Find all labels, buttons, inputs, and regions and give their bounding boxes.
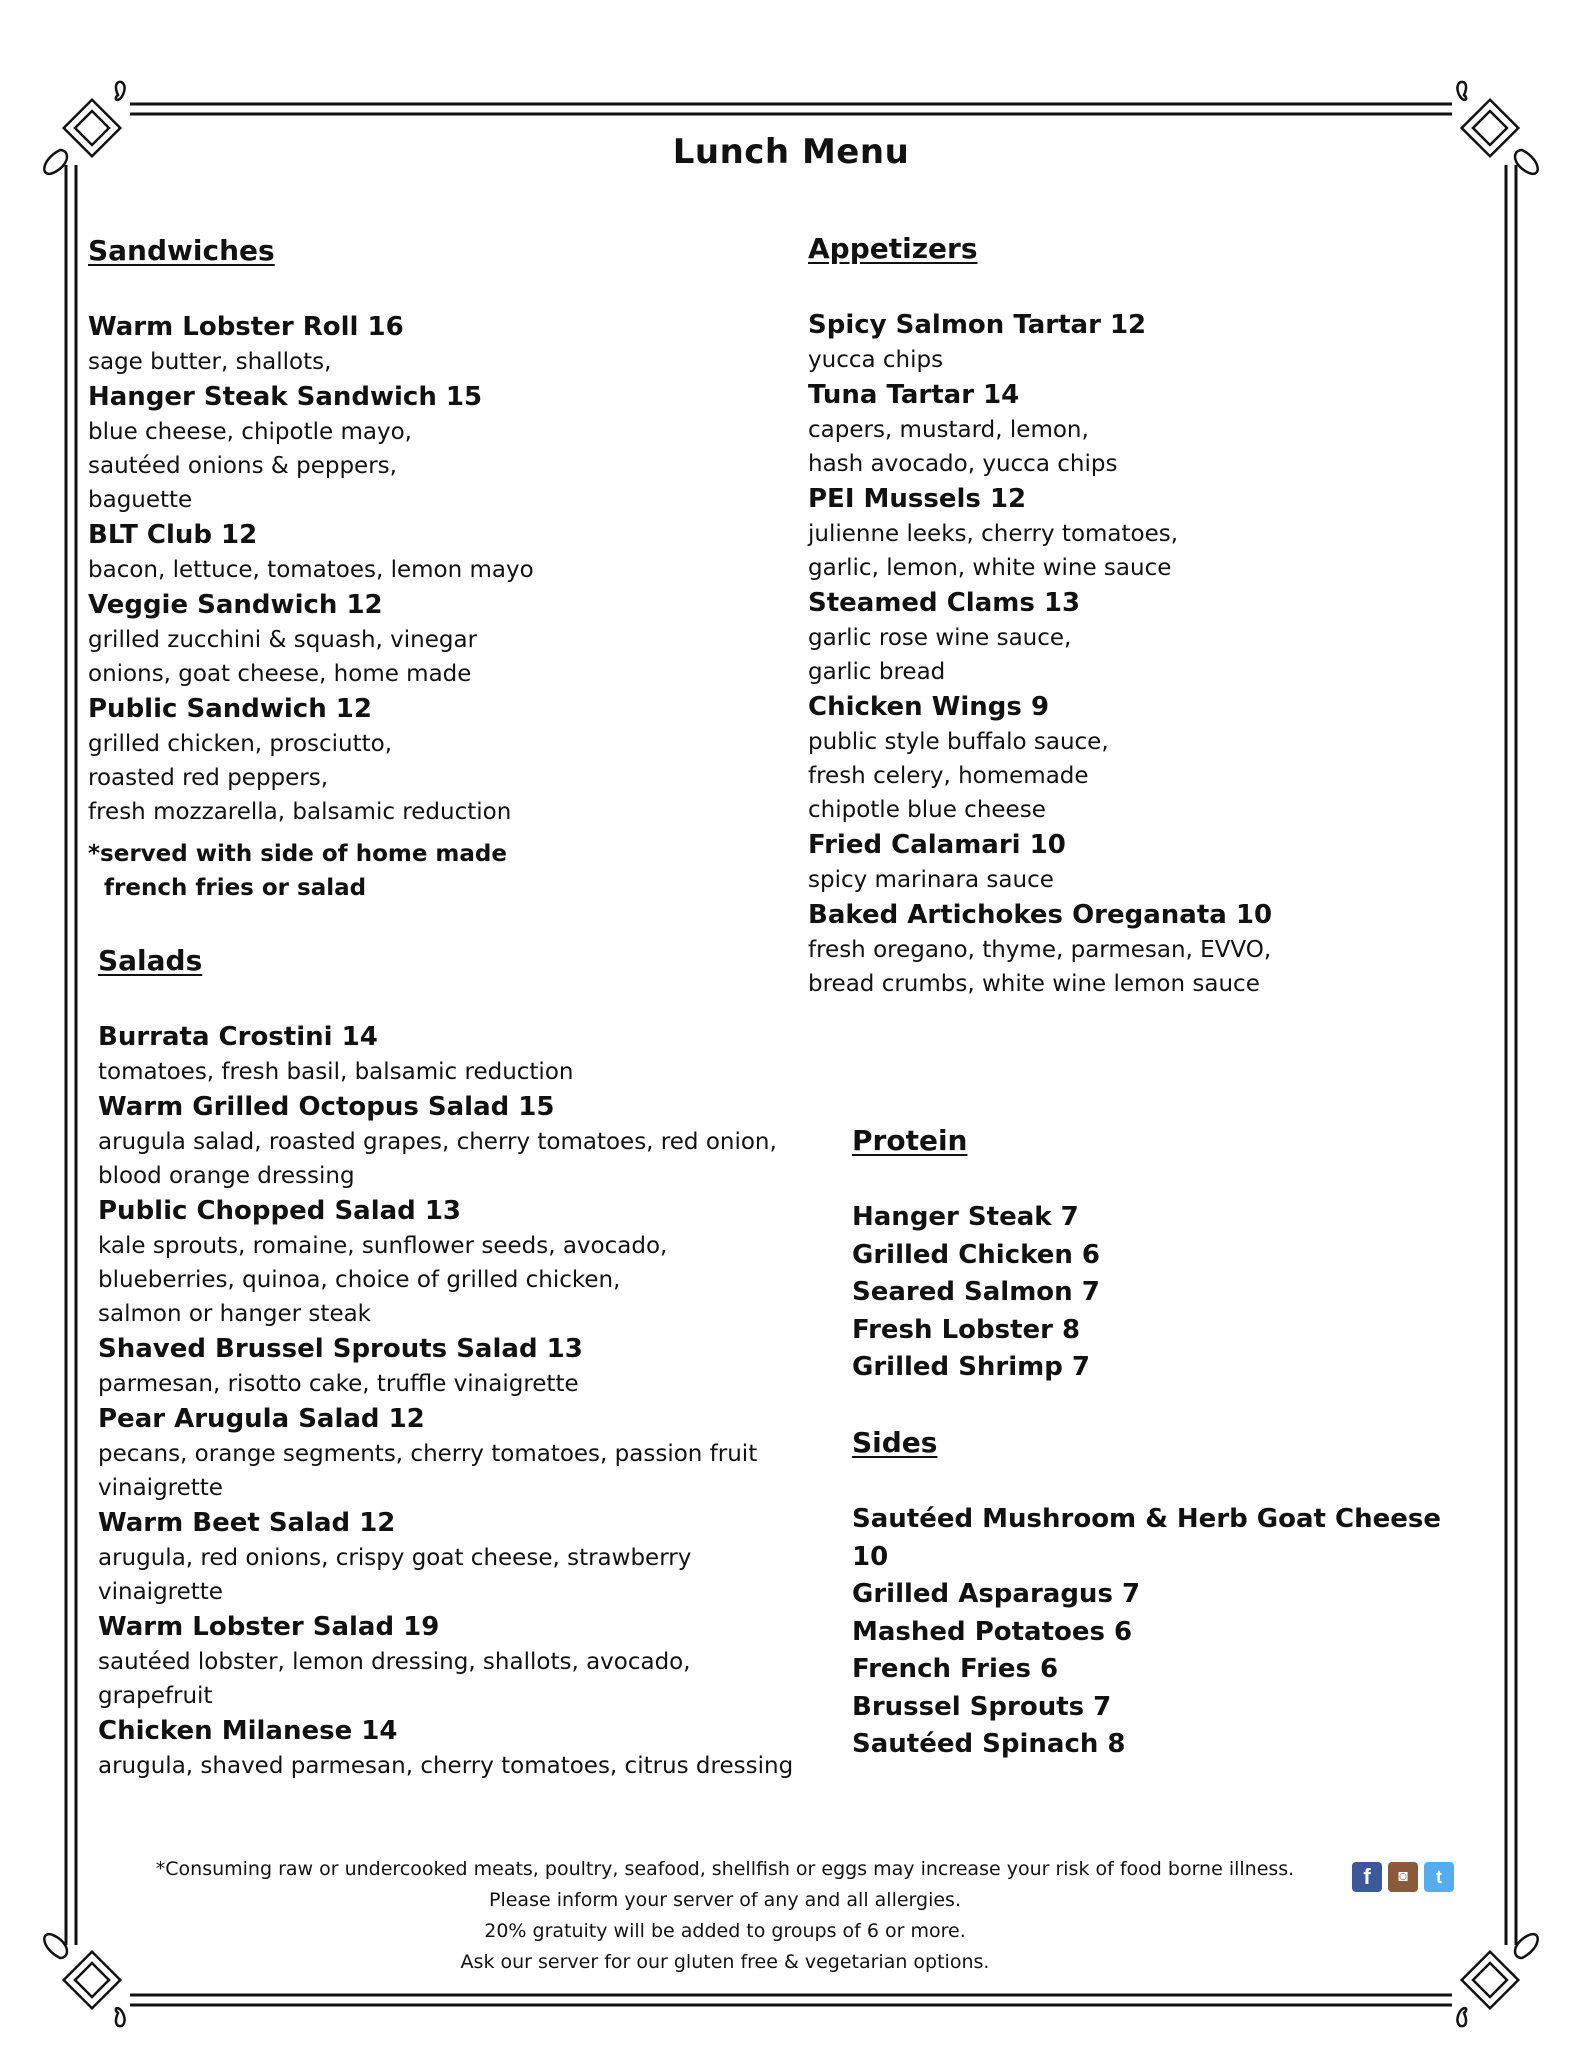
menu-item-description: julienne leeks, cherry tomatoes,: [808, 521, 1179, 547]
menu-item-name: Warm Lobster Roll 16: [88, 312, 404, 342]
menu-item: Hanger Steak 7: [852, 1202, 1079, 1232]
menu-item-description: fresh oregano, thyme, parmesan, EVVO,: [808, 937, 1272, 963]
menu-item-description: onions, goat cheese, home made: [88, 661, 472, 687]
menu-item-description: hash avocado, yucca chips: [808, 451, 1118, 477]
sandwiches-section: [88, 234, 788, 905]
menu-item: Fresh Lobster 8: [852, 1314, 1081, 1345]
appetizers-section: [808, 232, 1508, 1001]
menu-item-description: blood orange dressing: [98, 1163, 355, 1189]
social-icons: [1352, 1862, 1454, 1892]
menu-item-name: Pear Arugula Salad 12: [98, 1404, 425, 1434]
menu-item-name: PEI Mussels 12: [808, 484, 1027, 514]
menu-item: [88, 309, 788, 379]
sandwiches-heading: Sandwiches: [88, 234, 275, 267]
menu-item-description: sautéed onions & peppers,: [88, 453, 397, 479]
sandwiches-list: [88, 309, 788, 829]
menu-item-description: spicy marinara sauce: [808, 867, 1054, 893]
menu-item: [98, 1019, 818, 1089]
menu-item: [808, 689, 1508, 827]
menu-item: [808, 827, 1508, 897]
menu-item-name: Warm Beet Salad 12: [98, 1508, 396, 1538]
menu-item-name: Chicken Wings 9: [808, 692, 1050, 722]
menu-item-description: garlic bread: [808, 659, 946, 685]
menu-item: Mashed Potatoes 6: [852, 1616, 1133, 1647]
menu-item-description: pecans, orange segments, cherry tomatoes, passion fruit: [98, 1441, 758, 1467]
menu-item-description: arugula salad, roasted grapes, cherry tomatoes, red onion,: [98, 1129, 777, 1155]
menu-item-description: capers, mustard, lemon,: [808, 417, 1089, 443]
menu-item-description: kale sprouts, romaine, sunflower seeds, avocado,: [98, 1233, 668, 1259]
menu-item: [88, 691, 788, 829]
protein-section: [852, 1124, 1452, 1387]
menu-item: [98, 1505, 818, 1609]
menu-item: [808, 481, 1508, 585]
menu-item-name: Spicy Salmon Tartar 12: [808, 310, 1147, 340]
menu-item-name: Shaved Brussel Sprouts Salad 13: [98, 1334, 583, 1364]
menu-item-name: Steamed Clams 13: [808, 588, 1081, 618]
protein-heading: Protein: [852, 1124, 968, 1157]
menu-item: Grilled Asparagus 7: [852, 1579, 1141, 1609]
facebook-icon[interactable]: f: [1352, 1862, 1382, 1892]
menu-item: [98, 1609, 818, 1713]
corner-ornament-bottom-right: [1457, 1934, 1537, 2026]
menu-item-description: sage butter, shallots,: [88, 349, 332, 375]
menu-item: [808, 585, 1508, 689]
menu-item: [98, 1193, 818, 1331]
menu-item-name: BLT Club 12: [88, 520, 258, 550]
menu-item-name: Fried Calamari 10: [808, 830, 1066, 860]
menu-item: [98, 1089, 818, 1193]
menu-item: [88, 379, 788, 517]
menu-item-description: blue cheese, chipotle mayo,: [88, 419, 412, 445]
menu-item-description: yucca chips: [808, 347, 944, 373]
menu-item: [808, 307, 1508, 377]
sandwiches-note: [88, 837, 788, 905]
menu-item: [98, 1331, 818, 1401]
menu-item-description: arugula, red onions, crispy goat cheese, strawberry: [98, 1545, 692, 1571]
menu-item-description: bread crumbs, white wine lemon sauce: [808, 971, 1260, 997]
menu-item: Sautéed Mushroom & Herb Goat Cheese 10: [852, 1504, 1441, 1572]
menu-item-name: Chicken Milanese 14: [98, 1716, 398, 1746]
menu-item-description: blueberries, quinoa, choice of grilled chicken,: [98, 1267, 621, 1293]
menu-item: Grilled Shrimp 7: [852, 1352, 1091, 1382]
footer-line: 20% gratuity will be added to groups of 6 or more.: [484, 1920, 966, 1942]
salads-list: [98, 1019, 818, 1783]
sides-section: [852, 1426, 1472, 1764]
footer-notes: [100, 1854, 1350, 1978]
menu-item: [808, 897, 1508, 1001]
menu-item: [88, 587, 788, 691]
salads-section: [98, 944, 818, 1783]
menu-item-name: Public Chopped Salad 13: [98, 1196, 462, 1226]
menu-item-name: Public Sandwich 12: [88, 694, 372, 724]
menu-item-description: grapefruit: [98, 1683, 213, 1709]
menu-item-description: arugula, shaved parmesan, cherry tomatoes, citrus dressing: [98, 1753, 794, 1779]
footer-line: Please inform your server of any and all allergies.: [489, 1889, 961, 1911]
menu-item-name: Warm Grilled Octopus Salad 15: [98, 1092, 555, 1122]
menu-item-description: grilled chicken, prosciutto,: [88, 731, 393, 757]
menu-item-name: Baked Artichokes Oreganata 10: [808, 900, 1273, 930]
sides-heading: Sides: [852, 1426, 938, 1459]
menu-item-name: Tuna Tartar 14: [808, 380, 1020, 410]
menu-item: Grilled Chicken 6: [852, 1239, 1100, 1270]
menu-item-description: roasted red peppers,: [88, 765, 329, 791]
note-line: french fries or salad: [88, 875, 367, 901]
menu-item-description: vinaigrette: [98, 1475, 223, 1501]
menu-item: French Fries 6: [852, 1654, 1059, 1684]
appetizers-heading: Appetizers: [808, 232, 978, 265]
menu-item-name: Veggie Sandwich 12: [88, 590, 383, 620]
menu-item-description: salmon or hanger steak: [98, 1301, 372, 1327]
sides-list: [852, 1501, 1472, 1764]
menu-item-description: fresh celery, homemade: [808, 763, 1089, 789]
menu-item: [98, 1713, 818, 1783]
menu-item-description: tomatoes, fresh basil, balsamic reduction: [98, 1059, 574, 1085]
appetizers-list: [808, 307, 1508, 1001]
menu-item-description: garlic rose wine sauce,: [808, 625, 1072, 651]
menu-item: [808, 377, 1508, 481]
protein-list: [852, 1199, 1452, 1387]
menu-item: Sautéed Spinach 8: [852, 1729, 1126, 1759]
menu-item: [98, 1401, 818, 1505]
menu-item-description: chipotle blue cheese: [808, 797, 1046, 823]
menu-item-name: Burrata Crostini 14: [98, 1022, 378, 1052]
menu-item-name: Warm Lobster Salad 19: [98, 1612, 440, 1642]
twitter-icon[interactable]: t: [1424, 1862, 1454, 1892]
menu-item-description: bacon, lettuce, tomatoes, lemon mayo: [88, 557, 534, 583]
menu-item-description: grilled zucchini & squash, vinegar: [88, 627, 478, 653]
menu-item-description: sautéed lobster, lemon dressing, shallots, avocado,: [98, 1649, 691, 1675]
menu-item-description: public style buffalo sauce,: [808, 729, 1109, 755]
menu-item: Seared Salmon 7: [852, 1277, 1100, 1307]
menu-item-description: parmesan, risotto cake, truffle vinaigrette: [98, 1371, 579, 1397]
menu-item-name: Hanger Steak Sandwich 15: [88, 382, 483, 412]
menu-item-description: vinaigrette: [98, 1579, 223, 1605]
instagram-icon[interactable]: ◙: [1388, 1862, 1418, 1892]
menu-item-description: baguette: [88, 487, 193, 513]
page-title: Lunch Menu: [672, 132, 910, 172]
footer-line: Ask our server for our gluten free & vegetarian options.: [460, 1951, 990, 1973]
menu-item-description: fresh mozzarella, balsamic reduction: [88, 799, 512, 825]
menu-item-description: garlic, lemon, white wine sauce: [808, 555, 1172, 581]
note-line: *served with side of home made: [88, 841, 507, 867]
salads-heading: Salads: [98, 944, 203, 977]
menu-item: Brussel Sprouts 7: [852, 1691, 1112, 1722]
footer-line: *Consuming raw or undercooked meats, poultry, seafood, shellfish or eggs may increase your risk of food borne illness.: [155, 1858, 1295, 1880]
menu-item: [88, 517, 788, 587]
